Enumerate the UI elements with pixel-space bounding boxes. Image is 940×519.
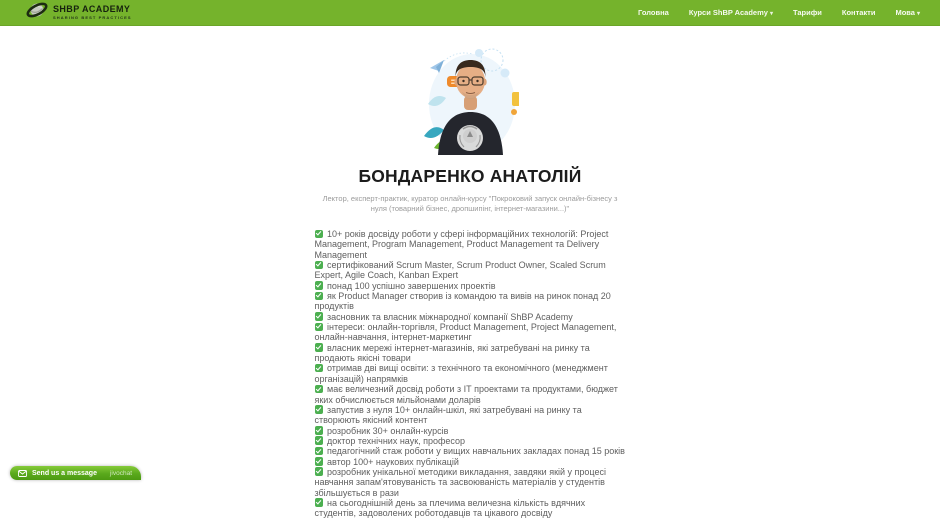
achievement-text: власник мережі інтернет-магазинів, які затребувані на ринку та продають якісні товари (314, 342, 590, 364)
achievement-text: розробник 30+ онлайн-курсів (327, 425, 449, 436)
achievement-item (315, 291, 626, 312)
nav-item-4[interactable]: Контакти (841, 8, 876, 17)
achievement-item (315, 426, 626, 436)
check-icon (315, 261, 324, 270)
check-icon (315, 385, 324, 394)
check-icon (315, 426, 324, 435)
chevron-down-icon: ▾ (769, 11, 773, 17)
achievement-text: понад 100 успішно завершених проектів (327, 280, 496, 291)
nav-item-5[interactable]: Мова ▾ (895, 8, 920, 17)
logo-text (53, 5, 132, 20)
achievement-text: як Product Manager створив із командою та вивів на ринок понад 20 продуктів (314, 291, 611, 312)
logo-subtitle: SHARING BEST PRACTICES (53, 15, 132, 20)
check-icon (315, 343, 324, 352)
achievement-text: доктор технічних наук, професор (327, 435, 466, 446)
achievement-text: розробник унікальної методики викладання, завдяки якій у процесі навчання запам'ятовуваність та засвоюваність матеріалів у студентів збільшується в рази (314, 466, 606, 498)
achievement-item (315, 436, 626, 446)
achievement-text: має величезний досвід роботи з ІТ проектами та продуктами, бюджет яких обчислюється мільйонами доларів (314, 384, 618, 405)
achievement-text: інтереси: онлайн-торгівля, Product Management, Project Management, онлайн-навчання, інтернет-маркетинг (314, 322, 617, 343)
check-icon (315, 292, 324, 301)
achievement-text: засновник та власник міжнародної компанії ShBP Academy (327, 311, 573, 322)
check-icon (315, 323, 324, 332)
achievement-item (315, 312, 626, 322)
chat-message-label: Send us a message (32, 469, 97, 477)
achievement-item (315, 384, 626, 405)
chat-widget[interactable] (10, 466, 141, 480)
header (0, 0, 940, 26)
check-icon (315, 467, 324, 476)
check-icon (315, 457, 324, 466)
achievement-item (315, 467, 626, 498)
achievement-item (315, 405, 626, 426)
achievement-item (315, 457, 626, 467)
profile-photo (422, 40, 519, 155)
check-icon (315, 447, 324, 456)
check-icon (315, 312, 324, 321)
achievement-text: запустив з нуля 10+ онлайн-шкіл, які затребувані на ринку та створюють якісний контент (314, 404, 582, 426)
check-icon (315, 436, 324, 445)
achievement-item (315, 322, 626, 343)
achievement-text: сертифікований Scrum Master, Scrum Product Owner, Scaled Scrum Expert, Agile Coach, Kanban Expert (314, 260, 606, 281)
envelope-icon (18, 464, 27, 482)
check-icon (315, 405, 324, 414)
achievement-item (315, 281, 626, 291)
nav-item-2[interactable]: Курси ShBP Academy ▾ (688, 8, 773, 17)
achievement-text: на сьогоднішній день за плечима величезна кількість вдячних студентів, задоволених роботодавців та цікавого досвіду (314, 497, 586, 519)
achievement-text: педагогічний стаж роботи у вищих навчальних закладах понад 15 років (327, 446, 625, 457)
achievement-text: автор 100+ наукових публікацій (327, 456, 459, 467)
check-icon (315, 230, 324, 239)
achievement-item (315, 343, 626, 364)
check-icon (315, 498, 324, 507)
achievement-item (315, 229, 626, 260)
main-nav (638, 8, 926, 17)
nav-item-3[interactable]: Тарифи (792, 8, 822, 17)
chevron-down-icon: ▾ (916, 11, 920, 17)
achievement-item (315, 498, 626, 519)
chat-brand-label: jivochat (109, 469, 133, 477)
nav-item-1[interactable]: Головна (637, 8, 669, 17)
achievement-item (315, 446, 626, 456)
achievement-item (315, 363, 626, 384)
logo[interactable] (26, 0, 132, 26)
shbp-globe-swoosh-logo-icon (26, 0, 48, 26)
achievement-item (315, 260, 626, 281)
page-title: БОНДАРЕНКО АНАТОЛІЙ (358, 166, 582, 186)
achievement-text: отримав дві вищі освіти: з технічного та економічного (менеджмент організацій) напрямків (314, 363, 608, 384)
profile-subtitle: Лектор, експерт-практик, куратор онлайн-курсу "Покроковий запуск онлайн-бізнесу з нуля (товарний бізнес, дропшипінг, інтернет-магазини...)" (322, 194, 618, 213)
check-icon (315, 281, 324, 290)
check-icon (315, 364, 324, 373)
logo-title: SHBP ACADEMY (53, 4, 131, 14)
achievement-text: 10+ років досвіду роботи у сфері інформаційних технологій: Project Management, Program Management, Product Management та Delivery Management (314, 229, 609, 260)
achievements-list (315, 229, 626, 519)
